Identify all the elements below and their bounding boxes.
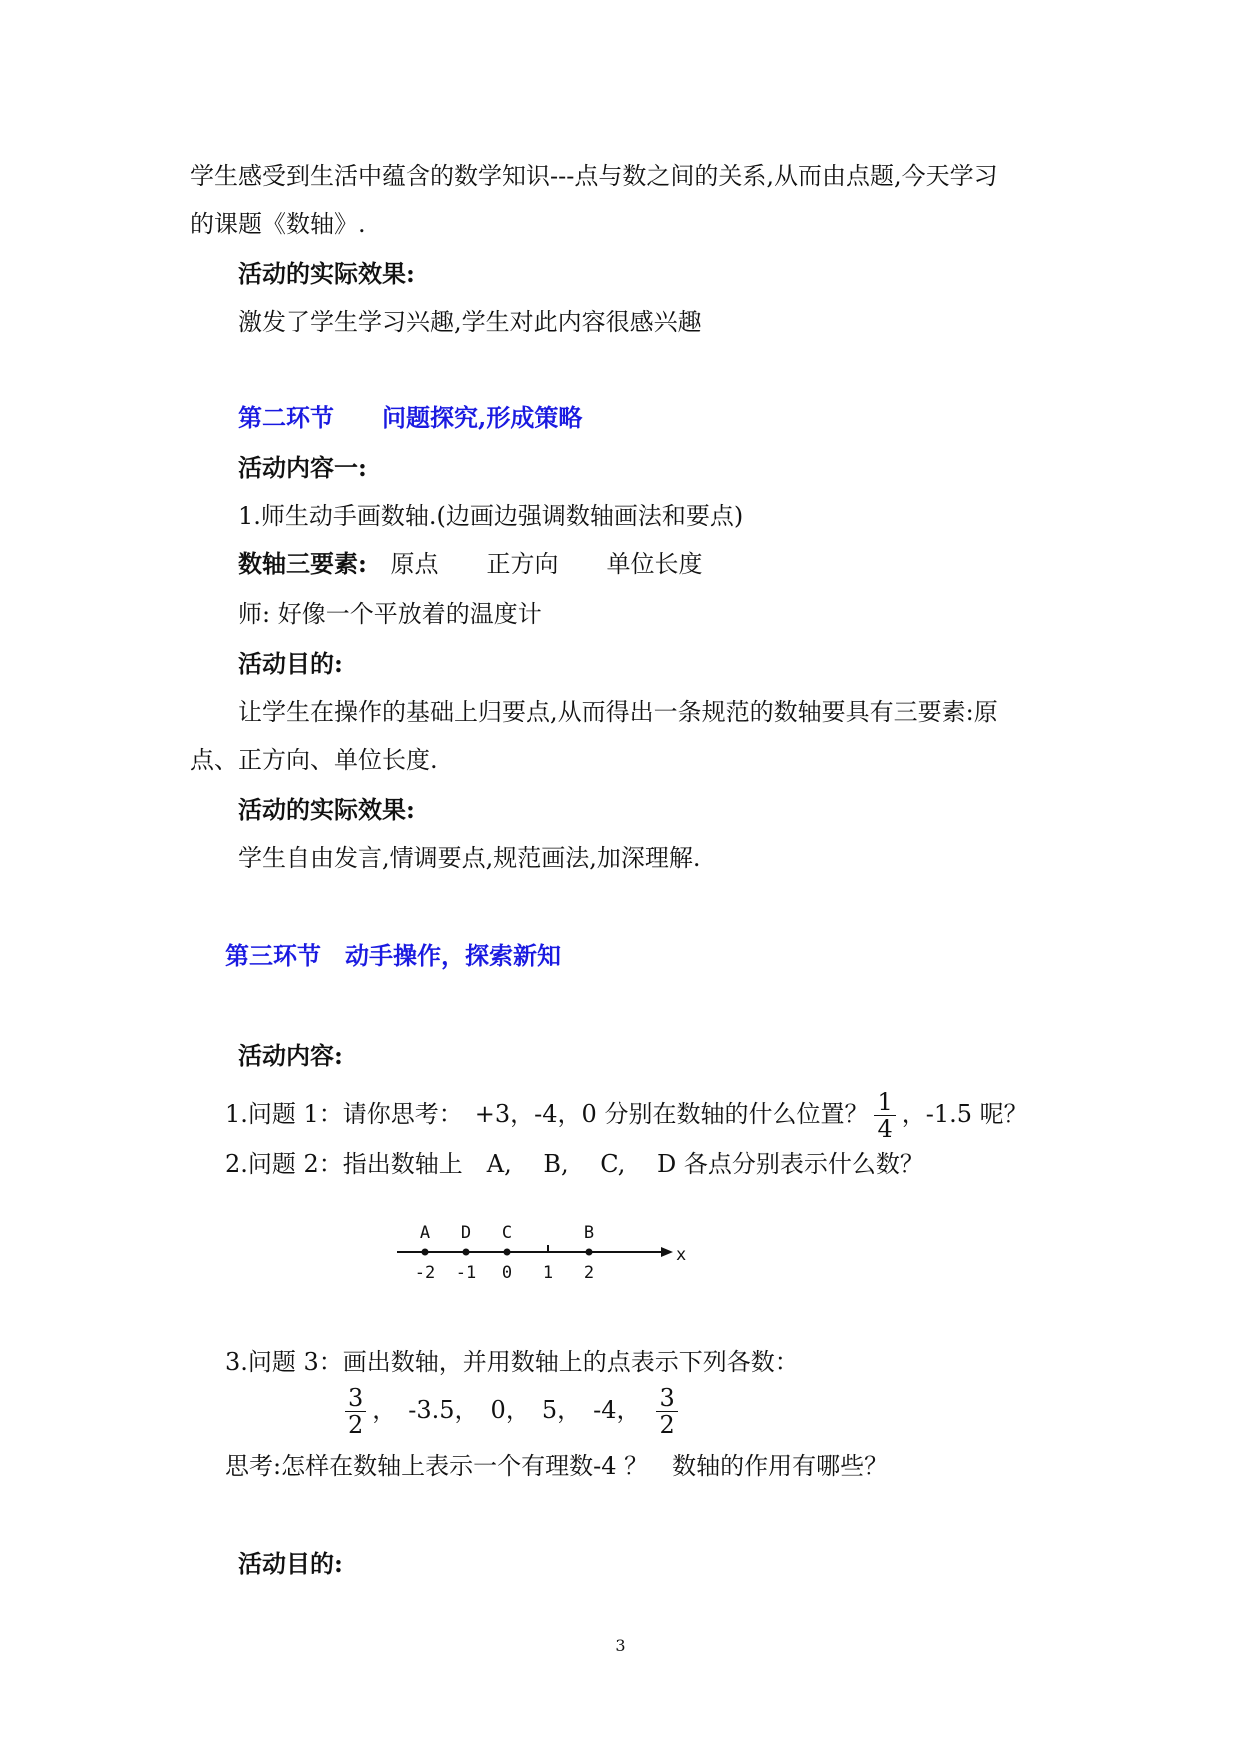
page-number: 3 (615, 1636, 626, 1655)
purpose-heading: 活动目的: (238, 1549, 343, 1578)
axis-tick-label: 0 (501, 1263, 513, 1283)
axis-tick-label: 1 (542, 1263, 554, 1283)
axis-point (586, 1249, 593, 1256)
text-line: 师: 好像一个平放着的温度计 (238, 600, 542, 628)
effect-heading: 活动的实际效果: (238, 259, 415, 288)
axis-tick-label: -1 (455, 1263, 477, 1283)
text-line: 激发了学生学习兴趣,学生对此内容很感兴趣 (238, 308, 702, 336)
fraction-one-quarter (874, 1089, 895, 1142)
text-line: 学生自由发言,情调要点,规范画法,加深理解. (238, 844, 701, 872)
question-3: 3.问题 3：画出数轴，并用数轴上的点表示下列各数： (225, 1348, 799, 1376)
fraction-numerator: 3 (656, 1385, 677, 1412)
fraction-numerator: 3 (345, 1385, 366, 1412)
purpose-heading: 活动目的: (238, 649, 343, 678)
section-title: 第二环节 问题探究,形成策略 (238, 403, 583, 432)
text-line: 点、正方向、单位长度. (190, 746, 438, 774)
values-text: ， -3.5， 0， 5， -4， (372, 1396, 641, 1424)
text-line: 的课题《数轴》. (190, 210, 366, 238)
q1-suffix: ，-1.5 呢？ (901, 1100, 1028, 1128)
fraction-three-halves (656, 1385, 677, 1438)
fraction-denominator: 2 (659, 1411, 675, 1439)
axis-point-label: D (460, 1223, 472, 1243)
text-line: 1.师生动手画数轴.(边画边强调数轴画法和要点) (238, 502, 744, 530)
axis-label: x (676, 1245, 687, 1265)
axis-point (504, 1249, 511, 1256)
effect-heading: 活动的实际效果: (238, 795, 415, 824)
values-line (345, 1380, 684, 1440)
axis-point-label: B (583, 1223, 595, 1243)
question-2: 2.问题 2：指出数轴上 A, B, C, D 各点分别表示什么数？ (225, 1150, 924, 1178)
q1-prefix: 1.问题 1：请你思考： +3，-4，0 分别在数轴的什么位置？ (225, 1100, 869, 1128)
text-line: 让学生在操作的基础上归要点,从而得出一条规范的数轴要具有三要素:原 (238, 698, 998, 726)
axis-point-label: A (419, 1223, 431, 1243)
axis-arrow-icon (661, 1247, 673, 1257)
think-line: 思考:怎样在数轴上表示一个有理数-4 ？ 数轴的作用有哪些？ (225, 1452, 889, 1480)
fraction-denominator: 4 (877, 1115, 893, 1143)
fraction-numerator: 1 (874, 1089, 895, 1116)
axis-point (422, 1249, 429, 1256)
axis-point-label: C (501, 1223, 513, 1243)
fraction-three-halves (345, 1385, 366, 1438)
content-heading: 活动内容一: (238, 453, 367, 482)
number-line-figure (395, 1210, 695, 1290)
axis-tick-label: -2 (414, 1263, 436, 1283)
text-line: 学生感受到生活中蕴含的数学知识---点与数之间的关系,从而由点题,今天学习 (190, 162, 998, 190)
elements-body: 原点 正方向 单位长度 (390, 550, 703, 578)
axis-tick-label: 2 (583, 1263, 595, 1283)
elements-heading: 数轴三要素: (238, 549, 367, 578)
question-1 (225, 1084, 1028, 1144)
section-title: 第三环节 动手操作，探索新知 (225, 941, 561, 970)
elements-line (238, 548, 703, 580)
fraction-denominator: 2 (348, 1411, 364, 1439)
content-heading: 活动内容: (238, 1041, 343, 1070)
number-line-svg (395, 1210, 695, 1290)
axis-point (463, 1249, 470, 1256)
